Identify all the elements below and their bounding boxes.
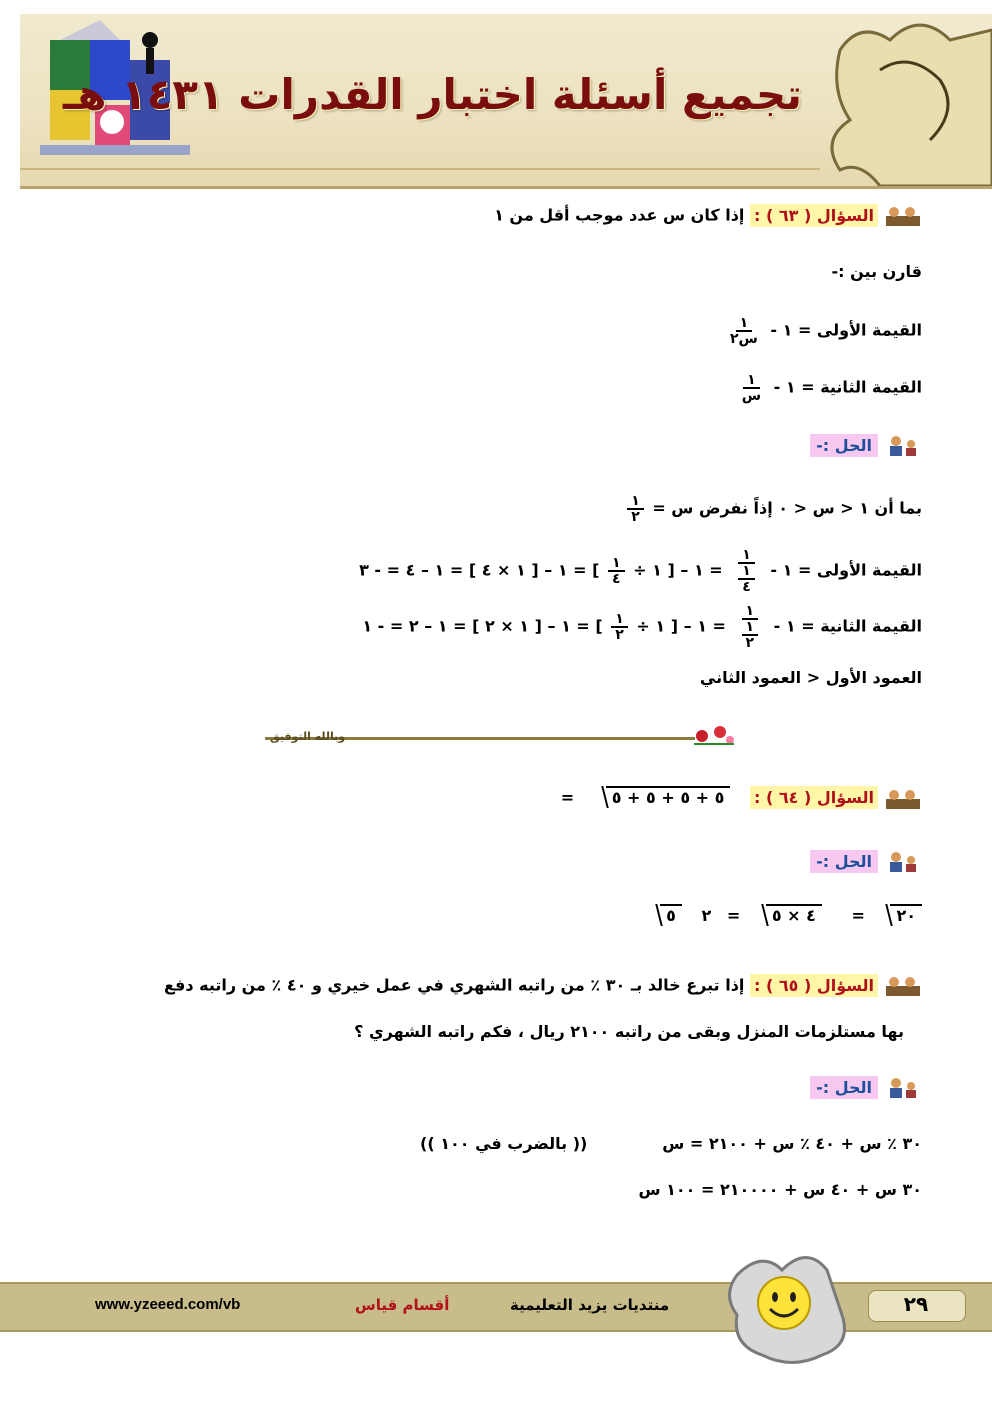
- q64-square-root: ٥ + ٥ + ٥ + ٥: [606, 786, 731, 807]
- inner-numerator: ١: [738, 564, 755, 580]
- step-middle: = ١ – [ ١ ÷: [633, 560, 723, 580]
- q63-solution-heading: [810, 434, 922, 458]
- step-rest: ] = ١ – [ ١ × ٢ ] = ١ – ٢ = - ١: [362, 616, 603, 636]
- step-complex-fraction: [735, 604, 766, 650]
- q63-label: السؤال ( ٦٣ ) :: [750, 204, 878, 227]
- inner-denominator: ٤: [742, 579, 751, 595]
- page-title: تجميع أسئلة اختبار القدرات ١٤٣١ هـ: [63, 70, 802, 119]
- q63-value-2: [735, 373, 922, 403]
- step-equals-2: =: [726, 906, 741, 925]
- q65-solution-heading: [810, 1076, 922, 1100]
- step-prefix: القيمة الأولى = ١ -: [770, 560, 922, 580]
- q63-compare: قارن بين :-: [831, 262, 922, 281]
- inner-numerator: ١: [742, 620, 759, 636]
- fraction-denominator: [735, 620, 766, 650]
- step-prefix: القيمة الثانية = ١ -: [773, 616, 922, 636]
- step-sqrt-b: ٤ × ٥: [766, 904, 822, 925]
- q63-solution-step-1: [624, 494, 922, 524]
- q65-question-line-2: بها مستلزمات المنزل وبقى من راتبه ٢١٠٠ ريال ، فكم راتبه الشهري ؟: [354, 1022, 904, 1041]
- q65-question-line-1: [164, 974, 922, 998]
- footer-section-name: أقسام قياس: [355, 1296, 450, 1314]
- q64-equals: =: [560, 788, 575, 807]
- q65-solution-label: الحل :-: [810, 1076, 878, 1099]
- q65-equation-1-note: (( بالضرب في ١٠٠ )): [420, 1134, 588, 1153]
- step-inline-fraction: [611, 612, 628, 642]
- roses-icon: [690, 722, 738, 748]
- q65-text-1: إذا تبرع خالد بـ ٣٠ ٪ من راتبه الشهري في عمل خيري و ٤٠ ٪ من راتبه دفع: [163, 975, 745, 995]
- fraction-denominator: [731, 564, 762, 594]
- step-fraction: [627, 494, 644, 524]
- header-rule: [20, 168, 820, 170]
- q63-value-1-prefix: القيمة الأولى = ١ -: [770, 320, 922, 340]
- step-sqrt-d: ٥: [660, 904, 682, 925]
- step-sqrt-a: ٢٠: [890, 904, 922, 925]
- fraction-numerator: ١: [608, 556, 625, 572]
- fraction-numerator: ١: [611, 612, 628, 628]
- fraction-numerator: ١: [742, 604, 759, 620]
- q63-value-1-fraction: [726, 316, 762, 346]
- inner-denominator: ٢: [745, 635, 755, 651]
- fraction-denominator: س: [741, 388, 762, 404]
- q63-value-1: [723, 316, 922, 346]
- q63-solution-step-2: [359, 548, 922, 594]
- teacher-student-icon: [884, 850, 922, 874]
- q64-solution-heading: [810, 850, 922, 874]
- q63-answer: العمود الأول < العمود الثاني: [699, 668, 922, 687]
- q64-solution-steps: [650, 904, 922, 925]
- footer-website-link[interactable]: www.yzeeed.com/vb: [95, 1296, 241, 1313]
- step-rest: ] = ١ – [ ١ × ٤ ] = ١ – ٤ = - ٣: [359, 560, 600, 580]
- step-equals-1: =: [851, 906, 865, 925]
- q63-solution-label: الحل :-: [810, 434, 878, 457]
- page-number: ٢٩: [903, 1292, 929, 1316]
- footer-forum-name: منتديات يزيد التعليمية: [510, 1296, 670, 1314]
- step-middle: = ١ – [ ١ ÷: [636, 616, 726, 636]
- q63-solution-step-3: [362, 604, 922, 650]
- step-inline-fraction: [608, 556, 625, 586]
- q64-solution-label: الحل :-: [810, 850, 878, 873]
- q63-value-2-prefix: القيمة الثانية = ١ -: [773, 377, 922, 397]
- students-reading-icon: [884, 974, 922, 998]
- step-coefficient: ٢: [701, 906, 712, 925]
- puzzle-piece-icon: [820, 10, 992, 186]
- students-reading-icon: [884, 787, 922, 811]
- q64-question-line: [561, 786, 922, 811]
- q63-text: إذا كان س عدد موجب أقل من ١: [494, 205, 745, 225]
- q63-value-2-fraction: [738, 373, 765, 403]
- q63-question-line: [494, 204, 922, 228]
- q64-label: السؤال ( ٦٤ ) :: [750, 786, 878, 809]
- students-reading-icon: [884, 204, 922, 228]
- teacher-student-icon: [884, 1076, 922, 1100]
- q65-equation-1: ٣٠ ٪ س + ٤٠ ٪ س + ٢١٠٠ = س: [662, 1134, 922, 1153]
- smiley-puzzle-icon: [722, 1245, 852, 1365]
- fraction-denominator: ٢: [631, 509, 640, 525]
- divider-caption: وبالله التوفيق: [270, 730, 346, 743]
- q65-label: السؤال ( ٦٥ ) :: [750, 974, 878, 997]
- fraction-numerator: ١: [738, 548, 755, 564]
- step-text: بما أن ١ < س < ٠ إذاً نفرض س =: [652, 498, 922, 518]
- fraction-numerator: ١: [736, 316, 753, 332]
- fraction-denominator: س٢: [729, 331, 758, 347]
- teacher-student-icon: [884, 434, 922, 458]
- fraction-denominator: ٢: [615, 627, 624, 643]
- fraction-numerator: ١: [627, 494, 644, 510]
- fraction-denominator: ٤: [612, 571, 621, 587]
- q65-equation-2: ٣٠ س + ٤٠ س + ٢١٠٠٠٠ = ١٠٠ س: [638, 1180, 922, 1199]
- fraction-numerator: ١: [743, 373, 760, 389]
- step-complex-fraction: [731, 548, 762, 594]
